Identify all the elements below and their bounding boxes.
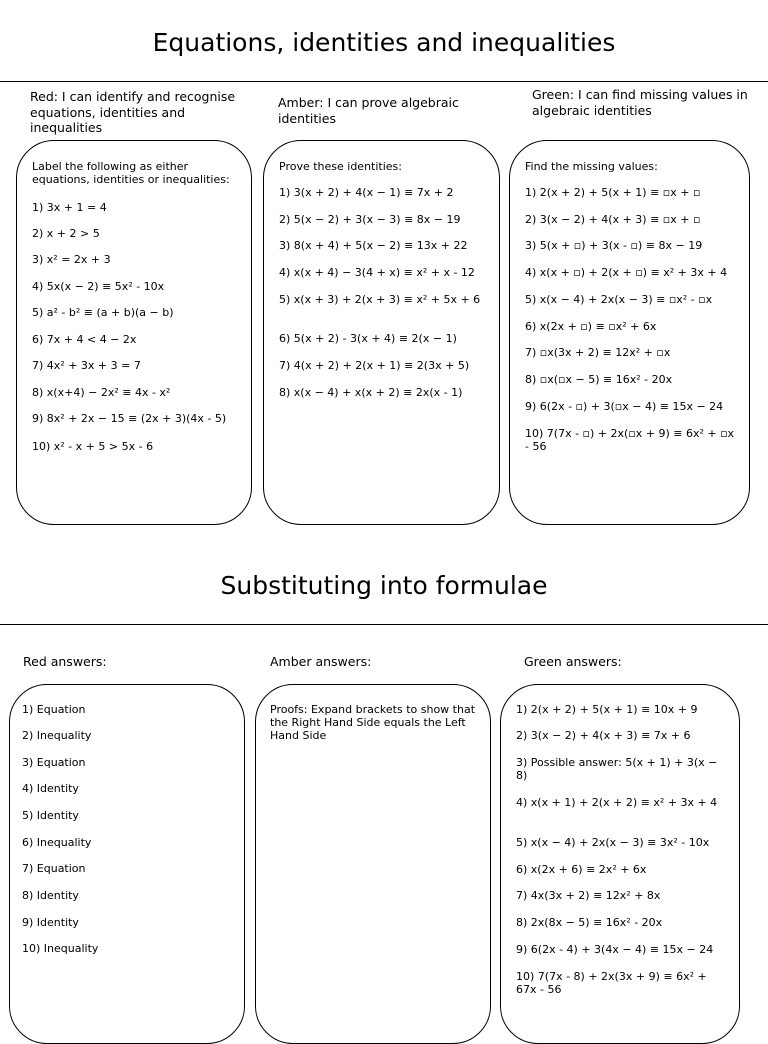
list-item: 5) a² - b² ≡ (a + b)(a − b)	[32, 306, 174, 319]
list-item: 7) Equation	[22, 862, 86, 875]
green-answers-box	[500, 684, 740, 1044]
list-item: 7) ▫x(3x + 2) ≡ 12x² + ▫x	[525, 346, 671, 359]
list-item: 6) 7x + 4 < 4 − 2x	[32, 333, 137, 346]
list-item: 6) x(2x + 6) ≡ 2x² + 6x	[516, 863, 647, 876]
red-answers-box	[9, 684, 245, 1044]
list-item: 1) Equation	[22, 703, 86, 716]
list-item: 3) 8(x + 4) + 5(x − 2) ≡ 13x + 22	[279, 239, 468, 252]
amber-answers-heading: Amber answers:	[270, 654, 372, 669]
list-item: 9) 6(2x - ▫) + 3(▫x − 4) ≡ 15x − 24	[525, 400, 724, 413]
list-item: 2) 5(x − 2) + 3(x − 3) ≡ 8x − 19	[279, 213, 461, 226]
red-questions-box	[16, 140, 252, 525]
list-item: 3) 5(x + ▫) + 3(x - ▫) ≡ 8x − 19	[525, 239, 703, 252]
list-item: 3) Possible answer: 5(x + 1) + 3(x − 8)	[516, 756, 718, 782]
list-item: 8) Identity	[22, 889, 79, 902]
list-item: 1) 3(x + 2) + 4(x − 1) ≡ 7x + 2	[279, 186, 454, 199]
list-item: 6) x(2x + ▫) ≡ ▫x² + 6x	[525, 320, 657, 333]
list-item: 7) 4x(3x + 2) ≡ 12x² + 8x	[516, 889, 661, 902]
list-item: 2) 3(x − 2) + 4(x + 3) ≡ 7x + 6	[516, 729, 691, 742]
list-item: 10) 7(7x - 8) + 2x(3x + 9) ≡ 6x² + 67x - 56	[516, 970, 707, 996]
list-item: 5) x(x + 3) + 2(x + 3) ≡ x² + 5x + 6	[279, 293, 481, 306]
divider-line	[0, 81, 768, 82]
green-answers-heading: Green answers:	[524, 654, 622, 669]
list-item: 8) 2x(8x − 5) ≡ 16x² - 20x	[516, 916, 663, 929]
list-item: 9) 6(2x - 4) + 3(4x − 4) ≡ 15x − 24	[516, 943, 714, 956]
list-item: 8) x(x+4) − 2x² ≡ 4x - x²	[32, 386, 171, 399]
green-objective: Green: I can find missing values in algebraic identities	[532, 87, 748, 118]
list-item: 4) Identity	[22, 782, 79, 795]
list-item: 10) 7(7x - ▫) + 2x(▫x + 9) ≡ 6x² + ▫x - 56	[525, 427, 735, 453]
list-item: 1) 2(x + 2) + 5(x + 1) ≡ 10x + 9	[516, 703, 698, 716]
list-item: 4) x(x + 1) + 2(x + 2) ≡ x² + 3x + 4	[516, 796, 718, 809]
list-item: 5) x(x − 4) + 2x(x − 3) ≡ 3x² - 10x	[516, 836, 710, 849]
list-item: 5) x(x − 4) + 2x(x − 3) ≡ ▫x² - ▫x	[525, 293, 713, 306]
red-answers-heading: Red answers:	[23, 654, 107, 669]
amber-answers-box	[255, 684, 491, 1044]
list-item: 4) 5x(x − 2) ≡ 5x² - 10x	[32, 280, 165, 293]
list-item: 7) 4x² + 3x + 3 = 7	[32, 359, 141, 372]
list-item: 8) ▫x(▫x − 5) ≡ 16x² - 20x	[525, 373, 673, 386]
divider-line	[0, 624, 768, 625]
list-item: 8) x(x − 4) + x(x + 2) ≡ 2x(x - 1)	[279, 386, 463, 399]
list-item: 4) x(x + ▫) + 2(x + ▫) ≡ x² + 3x + 4	[525, 266, 728, 279]
list-item: 10) x² - x + 5 > 5x - 6	[32, 440, 154, 453]
list-item: 7) 4(x + 2) + 2(x + 1) ≡ 2(3x + 5)	[279, 359, 470, 372]
list-item: 6) 5(x + 2) - 3(x + 4) ≡ 2(x − 1)	[279, 332, 457, 345]
amber-answers-text: Proofs: Expand brackets to show that the Right Hand Side equals the Left Hand Side	[270, 703, 476, 742]
list-item: 6) Inequality	[22, 836, 92, 849]
list-item: 9) Identity	[22, 916, 79, 929]
list-item: 2) x + 2 > 5	[32, 227, 100, 240]
red-objective: Red: I can identify and recognise equations, identities and inequalities	[30, 89, 236, 135]
list-item: 3) x² = 2x + 3	[32, 253, 111, 266]
list-item: 10) Inequality	[22, 942, 99, 955]
red-instructions: Label the following as either equations, identities or inequalities:	[32, 160, 230, 186]
amber-questions-box	[263, 140, 500, 525]
section-title: Substituting into formulae	[220, 571, 548, 600]
page-title: Equations, identities and inequalities	[152, 28, 616, 57]
list-item: 2) 3(x − 2) + 4(x + 3) ≡ ▫x + ▫	[525, 213, 701, 226]
amber-objective: Amber: I can prove algebraic identities	[278, 95, 459, 126]
amber-instructions: Prove these identities:	[279, 160, 402, 173]
list-item: 5) Identity	[22, 809, 79, 822]
list-item: 1) 3x + 1 = 4	[32, 201, 107, 214]
list-item: 2) Inequality	[22, 729, 92, 742]
list-item: 4) x(x + 4) − 3(4 + x) ≡ x² + x - 12	[279, 266, 475, 279]
list-item: 1) 2(x + 2) + 5(x + 1) ≡ ▫x + ▫	[525, 186, 701, 199]
green-questions-box	[509, 140, 750, 525]
list-item: 3) Equation	[22, 756, 86, 769]
green-instructions: Find the missing values:	[525, 160, 658, 173]
list-item: 9) 8x² + 2x − 15 ≡ (2x + 3)(4x - 5)	[32, 412, 227, 425]
